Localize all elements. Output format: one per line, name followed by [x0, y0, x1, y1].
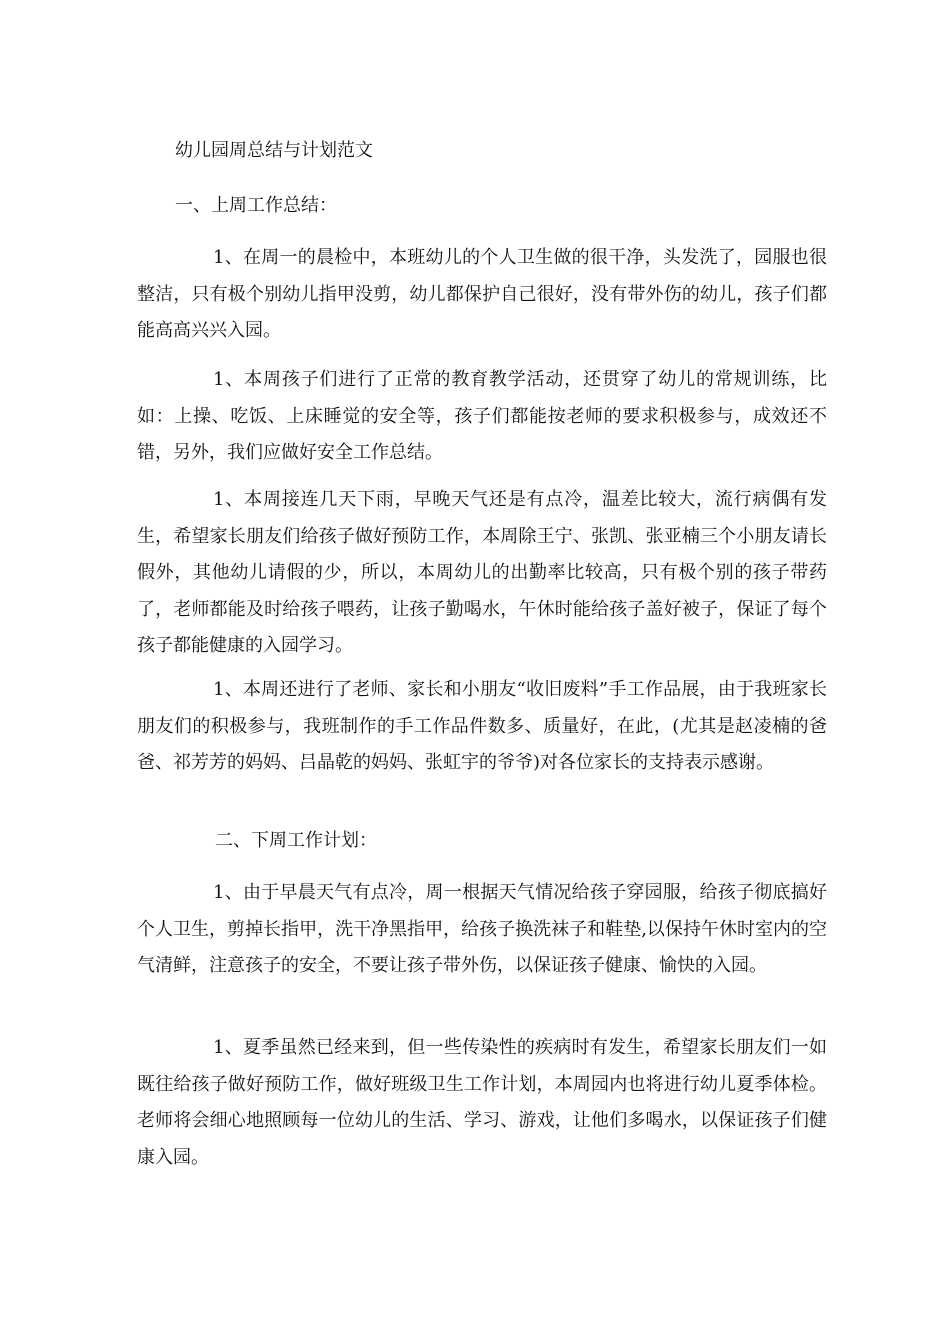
document-title: 幼儿园周总结与计划范文 — [175, 140, 373, 161]
section-heading-next-week-plan: 二、下周工作计划： — [215, 830, 377, 851]
summary-paragraph-morning-check: 1、在周一的晨检中，本班幼儿的个人卫生做的很干净，头发洗了，园服也很整洁，只有极个别幼儿指甲没剪，幼儿都保护自己很好，没有带外伤的幼儿，孩子们都能高高兴兴入园。 — [137, 247, 827, 341]
summary-paragraph-teaching-activities: 1、本周孩子们进行了正常的教育教学活动，还贯穿了幼儿的常规训练，比如：上操、吃饭、上床睡觉的安全等，孩子们都能按老师的要求积极参与，成效还不错，另外，我们应做好安全工作总结。 — [137, 369, 827, 463]
summary-paragraph-weather-attendance: 1、本周接连几天下雨，早晚天气还是有点冷，温差比较大，流行病偶有发生，希望家长朋友们给孩子做好预防工作，本周除王宁、张凯、张亚楠三个小朋友请长假外，其他幼儿请假的少，所以，本周幼儿的出勤率比较高，只有极个别的孩子带药了，老师都能及时给孩子喂药，让孩子勤喝水，午休时能给孩子盖好被子，保证了每个孩子都能健康的入园学习。 — [137, 489, 827, 656]
plan-paragraph-summer-health: 1、夏季虽然已经来到，但一些传染性的疾病时有发生，希望家长朋友们一如既往给孩子做好预防工作，做好班级卫生工作计划，本周园内也将进行幼儿夏季体检。老师将会细心地照顾每一位幼儿的生活、学习、游戏，让他们多喝水，以保证孩子们健康入园。 — [137, 1037, 827, 1168]
summary-paragraph-handicraft-exhibition: 1、本周还进行了老师、家长和小朋友“收旧废料”手工作品展，由于我班家长朋友们的积极参与，我班制作的手工作品件数多、质量好，在此，(尤其是赵凌楠的爸爸、祁芳芳的妈妈、吕晶乾的妈妈、张虹宇的爷爷)对各位家长的支持表示感谢。 — [137, 679, 827, 773]
section-heading-last-week-summary: 一、上周工作总结： — [175, 195, 337, 216]
plan-paragraph-hygiene: 1、由于早晨天气有点冷，周一根据天气情况给孩子穿园服，给孩子彻底搞好个人卫生，剪掉长指甲，洗干净黑指甲，给孩子换洗袜子和鞋垫,以保持午休时室内的空气清鲜，注意孩子的安全，不要让孩子带外伤，以保证孩子健康、愉快的入园。 — [137, 882, 827, 976]
